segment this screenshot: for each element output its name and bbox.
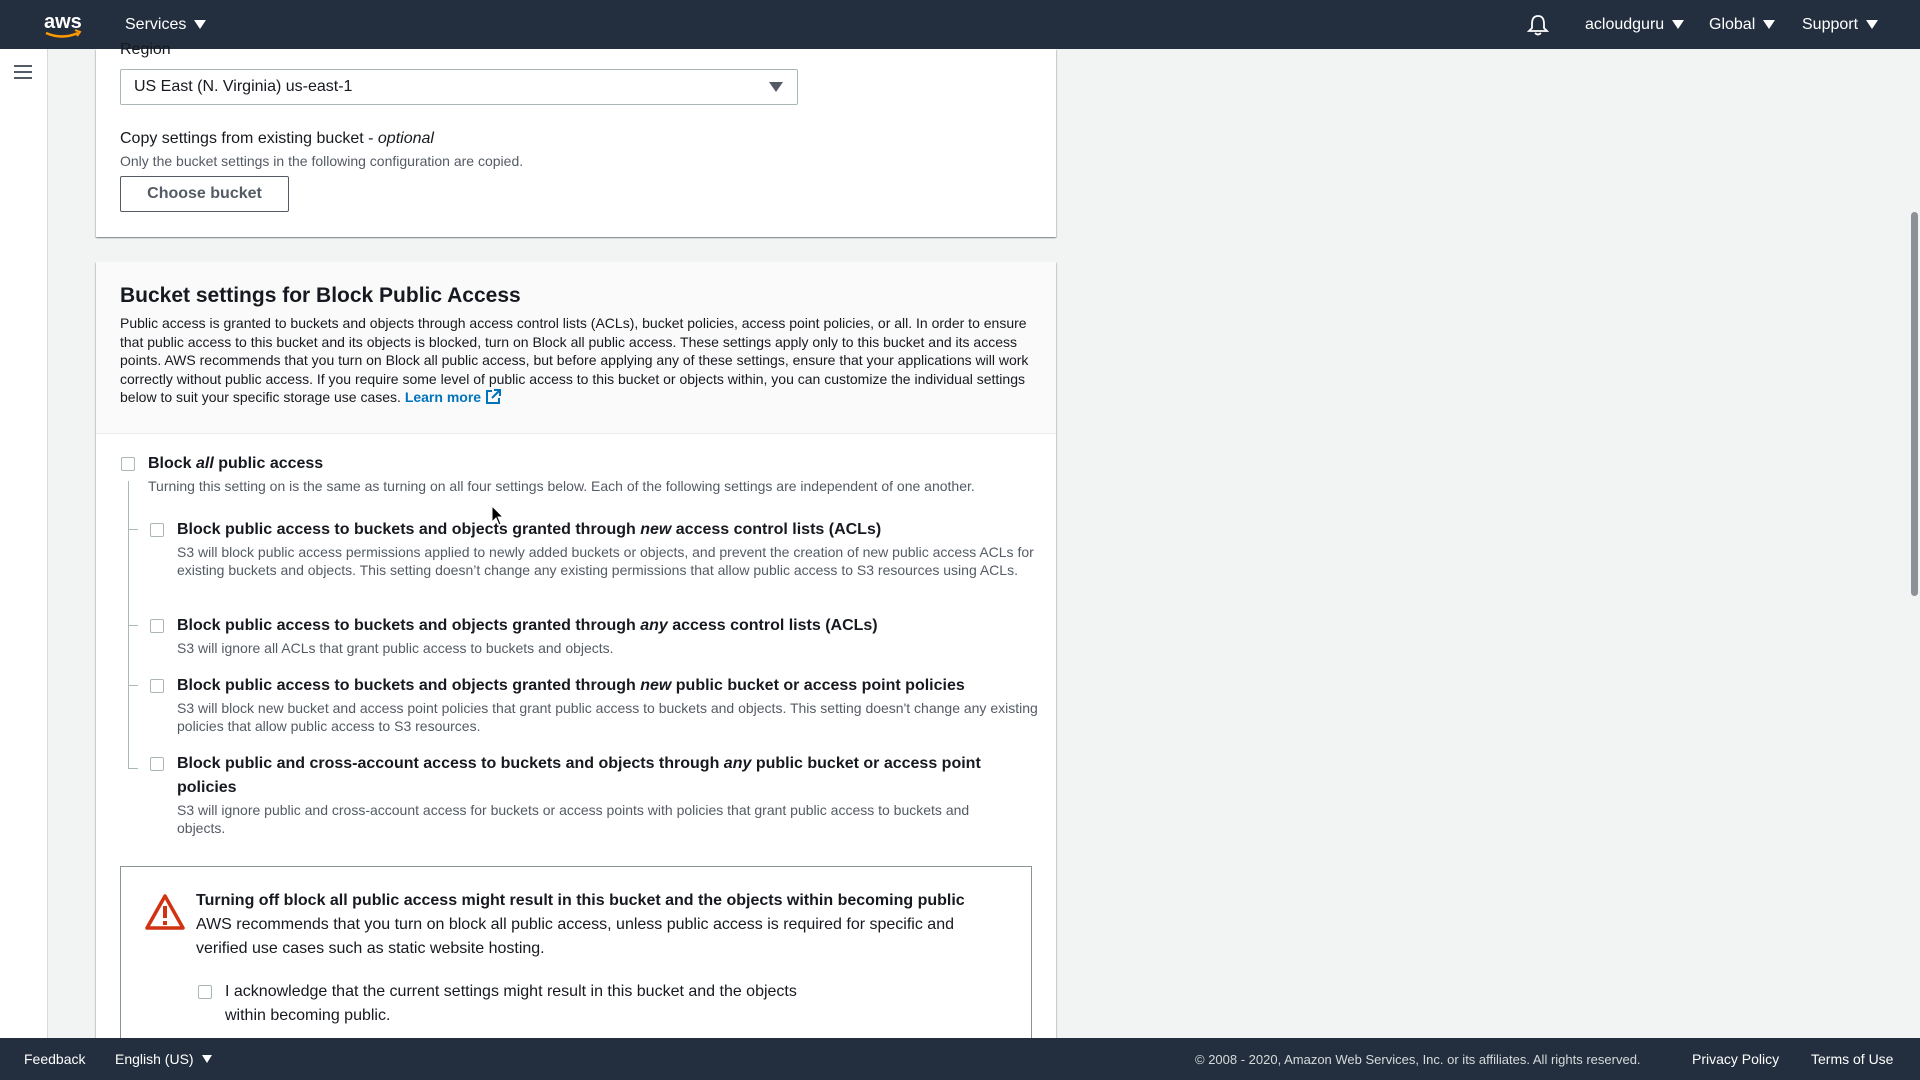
block-any-acls-description: S3 will ignore all ACLs that grant public access to buckets and objects. [177,640,614,656]
option-title-em: new [640,521,672,538]
block-new-acls-checkbox[interactable] [150,523,164,537]
option-title-em: any [723,755,752,772]
region-menu-label: Global [1709,15,1756,33]
top-navigation [0,0,1920,49]
language-label: English (US) [115,1051,194,1067]
option-title-post: access control lists (ACLs) [667,617,878,634]
bell-icon[interactable] [1526,14,1550,36]
block-new-policies-title [177,674,1037,698]
block-all-description: Turning this setting on is the same as turning on all four settings below. Each of the following settings are independent of one another. [148,478,975,494]
side-rail [0,49,48,1038]
footer [0,1038,1920,1080]
account-menu[interactable] [1585,0,1684,49]
page-scrollbar[interactable] [1908,49,1920,1038]
chevron-down-icon [1763,20,1775,29]
acknowledge-label: I acknowledge that the current settings might result in this bucket and the objects within becoming public. [225,983,797,1024]
option-title-pre: Block public and cross-account access to buckets and objects through [177,755,724,772]
settings-tree-branch [128,625,138,626]
panel-title: Bucket settings for Block Public Access [120,284,521,307]
copyright-text: © 2008 - 2020, Amazon Web Services, Inc. or its affiliates. All rights reserved. [1195,1051,1641,1067]
privacy-policy-link[interactable]: Privacy Policy [1692,1051,1780,1067]
block-public-access-header [96,262,1056,434]
warning-icon [145,893,185,931]
copy-settings-optional: optional [377,130,434,147]
scrollbar-thumb[interactable] [1911,212,1918,596]
block-new-acls-title [177,518,1037,542]
settings-tree-branch [128,529,138,530]
block-any-policies-description: S3 will ignore public and cross-account access for buckets or access points with policies that grant public access to buckets and objects. [177,802,970,836]
settings-tree-branch [128,768,138,769]
settings-tree-branch [128,685,138,686]
option-title-post: access control lists (ACLs) [671,521,882,538]
services-label: Services [125,15,187,33]
public-access-warning-alert [120,866,1032,1052]
block-new-policies-checkbox[interactable] [150,679,164,693]
warning-text: AWS recommends that you turn on block all public access, unless public access is required for specific and verified use cases such as static website hosting. [196,916,954,957]
support-menu[interactable] [1802,0,1878,49]
block-any-acls-checkbox[interactable] [150,619,164,633]
block-new-acls-description: S3 will block public access permissions applied to newly added buckets or objects, and prevent the creation of new public access ACLs for existing buckets and objects. This setting doesn’t change any existing permissions that allow public access to S3 resources using ACLs. [177,544,1034,578]
option-title-em: any [640,617,668,634]
support-label: Support [1802,15,1859,33]
learn-more-label: Learn more [404,389,482,405]
language-selector[interactable] [115,1038,212,1080]
account-label: acloudguru [1585,15,1665,33]
option-title-pre: Block public access to buckets and objects granted through [177,677,641,694]
option-title-post: public bucket or access point policies [671,677,965,694]
copy-settings-title: Copy settings from existing bucket - [120,130,378,147]
mouse-cursor-icon [491,505,505,527]
chevron-down-icon [194,20,206,29]
block-all-title-post: public access [213,455,324,472]
acknowledge-checkbox[interactable] [198,985,212,999]
block-all-title [148,452,323,476]
external-link-icon [485,389,501,405]
panel-description [120,314,1030,407]
feedback-link[interactable]: Feedback [24,1051,86,1067]
chevron-down-icon [769,82,783,92]
chevron-down-icon [1672,20,1684,29]
choose-bucket-button[interactable]: Choose bucket [120,176,289,212]
option-title-em: new [640,677,672,694]
block-all-title-pre: Block [148,455,197,472]
region-label: Region [120,41,171,58]
general-configuration-panel [96,41,1056,237]
warning-title: Turning off block all public access might result in this bucket and the objects within becoming public [196,892,965,909]
region-menu[interactable] [1709,0,1775,49]
block-new-policies-description: S3 will block new bucket and access point policies that grant public access to buckets and objects. This setting doesn't change any existing policies that allow public access to S3 resources. [177,700,1038,734]
block-any-policies-title [177,752,1007,800]
aws-logo-text: aws [44,11,82,33]
block-all-title-em: all [196,455,214,472]
copy-settings-label [120,130,434,148]
block-all-checkbox[interactable] [121,457,135,471]
chevron-down-icon [1866,20,1878,29]
learn-more-link[interactable] [405,389,501,405]
option-title-pre: Block public access to buckets and objects granted through [177,617,641,634]
terms-of-use-link[interactable]: Terms of Use [1811,1051,1894,1067]
region-select[interactable] [120,69,798,105]
panel-description-text: Public access is granted to buckets and objects through access control lists (ACLs), bucket policies, access point policies, or all. In order to ensure that public access to this bucket and its objects is blocked, turn on Block all public access. These settings apply only to this bucket and its access points. AWS recommends that you turn on Block all public access, but before applying any of these settings, ensure that your applications will work correctly without public access. If you require some level of public access to this bucket or objects within, you can customize the individual settings below to suit your specific storage use cases. [120,315,1029,405]
aws-logo[interactable] [42,8,86,40]
option-title-pre: Block public access to buckets and objects granted through [177,521,641,538]
option-title-post: public bucket or access point policies [177,755,981,796]
block-any-policies-checkbox[interactable] [150,757,164,771]
chevron-down-icon [202,1055,212,1063]
copy-settings-description: Only the bucket settings in the following configuration are copied. [120,153,524,169]
block-public-access-panel [96,262,1056,1052]
region-select-value: US East (N. Virginia) us-east-1 [134,78,353,95]
block-any-acls-title [177,614,1037,638]
hamburger-icon[interactable] [14,65,32,79]
